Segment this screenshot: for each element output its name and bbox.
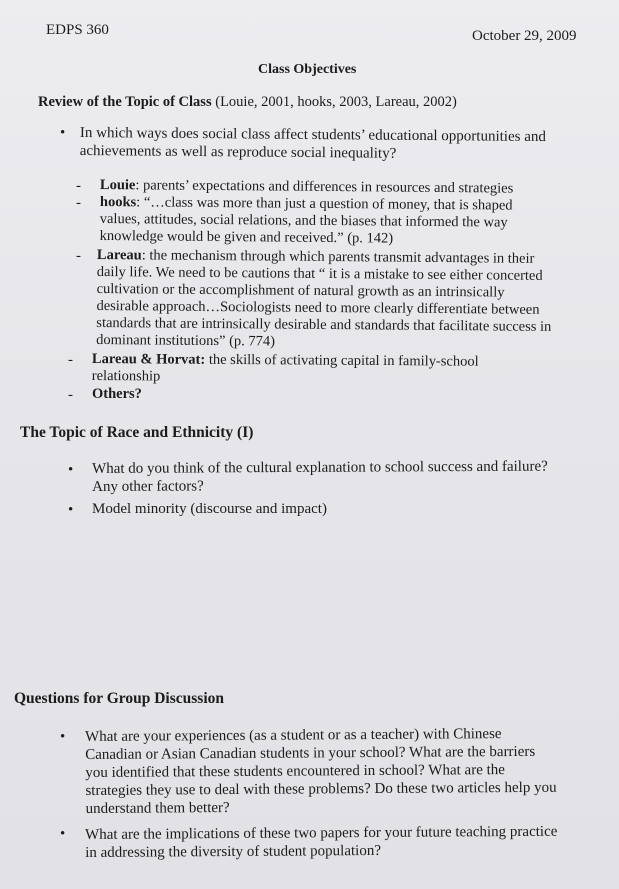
race-bullet-1 (92, 458, 548, 496)
hooks-text-line: values, attitudes, social relations, and the biases that informed the way (99, 210, 508, 231)
lareau-text-line: dominant institutions” (p. 774) (96, 331, 276, 350)
dash-bullet: - (68, 352, 73, 368)
author-louie: Louie (99, 177, 136, 194)
lareau-text-line: standards that are intrinsically desirable and standards that facilitate success in (96, 314, 552, 335)
lareau-horvat-text: relationship (91, 367, 161, 385)
list-item-lareau-horvat (92, 351, 479, 388)
question-1-line: you identified that these students encountered in school? What are the (85, 762, 505, 781)
bullet-icon: • (60, 125, 66, 141)
race-bullet-1-line: Any other factors? (92, 478, 204, 495)
lareau-text-line: desirable approach…Sociologists need to more clearly differentiate between (96, 297, 540, 318)
others-label: Others? (92, 386, 142, 402)
list-item-lareau (96, 247, 552, 353)
dash-bullet: - (76, 178, 81, 194)
question-1-line: What are your experiences (as a student or as a teacher) with Chinese (85, 726, 502, 745)
discussion-question-1 (85, 725, 557, 818)
course-code: EDPS 360 (46, 22, 109, 38)
lareau-text-line: daily life. We need to be cautions that “ it is a mistake to see either concerted (96, 263, 543, 284)
hooks-text-line: knowledge would be given and received.” (p. 142) (99, 227, 394, 247)
list-item-hooks (100, 194, 513, 249)
race-heading: The Topic of Race and Ethnicity (I) (20, 424, 254, 441)
review-question (80, 124, 546, 164)
hooks-text-line: : “…class was more than just a question of money, that is shaped (136, 194, 513, 214)
louie-text: : parents’ expectations and differences in resources and strategies (135, 177, 514, 197)
author-lareau-horvat: Lareau & Horvat: (91, 351, 206, 368)
document-date: October 29, 2009 (472, 28, 577, 44)
bullet-icon: • (68, 462, 74, 478)
author-lareau: Lareau (96, 247, 142, 264)
review-citations: (Louie, 2001, hooks, 2003, Lareau, 2002) (211, 94, 457, 110)
dash-bullet: - (76, 195, 81, 211)
list-item-others (92, 386, 142, 403)
discussion-heading: Questions for Group Discussion (14, 690, 225, 707)
race-bullet-2: Model minority (discourse and impact) (92, 501, 327, 517)
race-bullet-1-line: What do you think of the cultural explanation to school success and failure? (92, 458, 548, 477)
review-heading: Review of the Topic of Class (38, 94, 212, 110)
review-heading-line (38, 94, 457, 111)
review-question-line-1: In which ways does social class affect students’ educational opportunities and (79, 124, 546, 146)
question-1-line: strategies they use to deal with these problems? Do these two articles help you (85, 779, 557, 799)
review-question-line-2: achievements as well as reproduce social inequality? (79, 142, 397, 162)
question-2-line: in addressing the diversity of student population? (85, 842, 382, 861)
discussion-question-2 (85, 823, 558, 862)
question-1-line: understand them better? (85, 799, 230, 817)
lareau-text-line: : the mechanism through which parents transmit advantages in their (141, 247, 535, 267)
dash-bullet: - (76, 248, 81, 264)
bullet-icon: • (68, 502, 74, 518)
lareau-text-line: cultivation or the accomplishment of natural growth as an intrinsically (96, 280, 505, 301)
lareau-horvat-text: the skills of activating capital in family-school (205, 351, 479, 370)
question-2-line: What are the implications of these two papers for your future teaching practice (85, 823, 558, 843)
author-hooks: hooks (99, 194, 137, 211)
bullet-icon: • (60, 729, 66, 745)
bullet-icon: • (60, 826, 66, 842)
dash-bullet: - (68, 387, 73, 403)
question-1-line: Canadian or Asian Canadian students in your school? What are the barriers (85, 743, 536, 763)
page-title: Class Objectives (258, 62, 357, 77)
